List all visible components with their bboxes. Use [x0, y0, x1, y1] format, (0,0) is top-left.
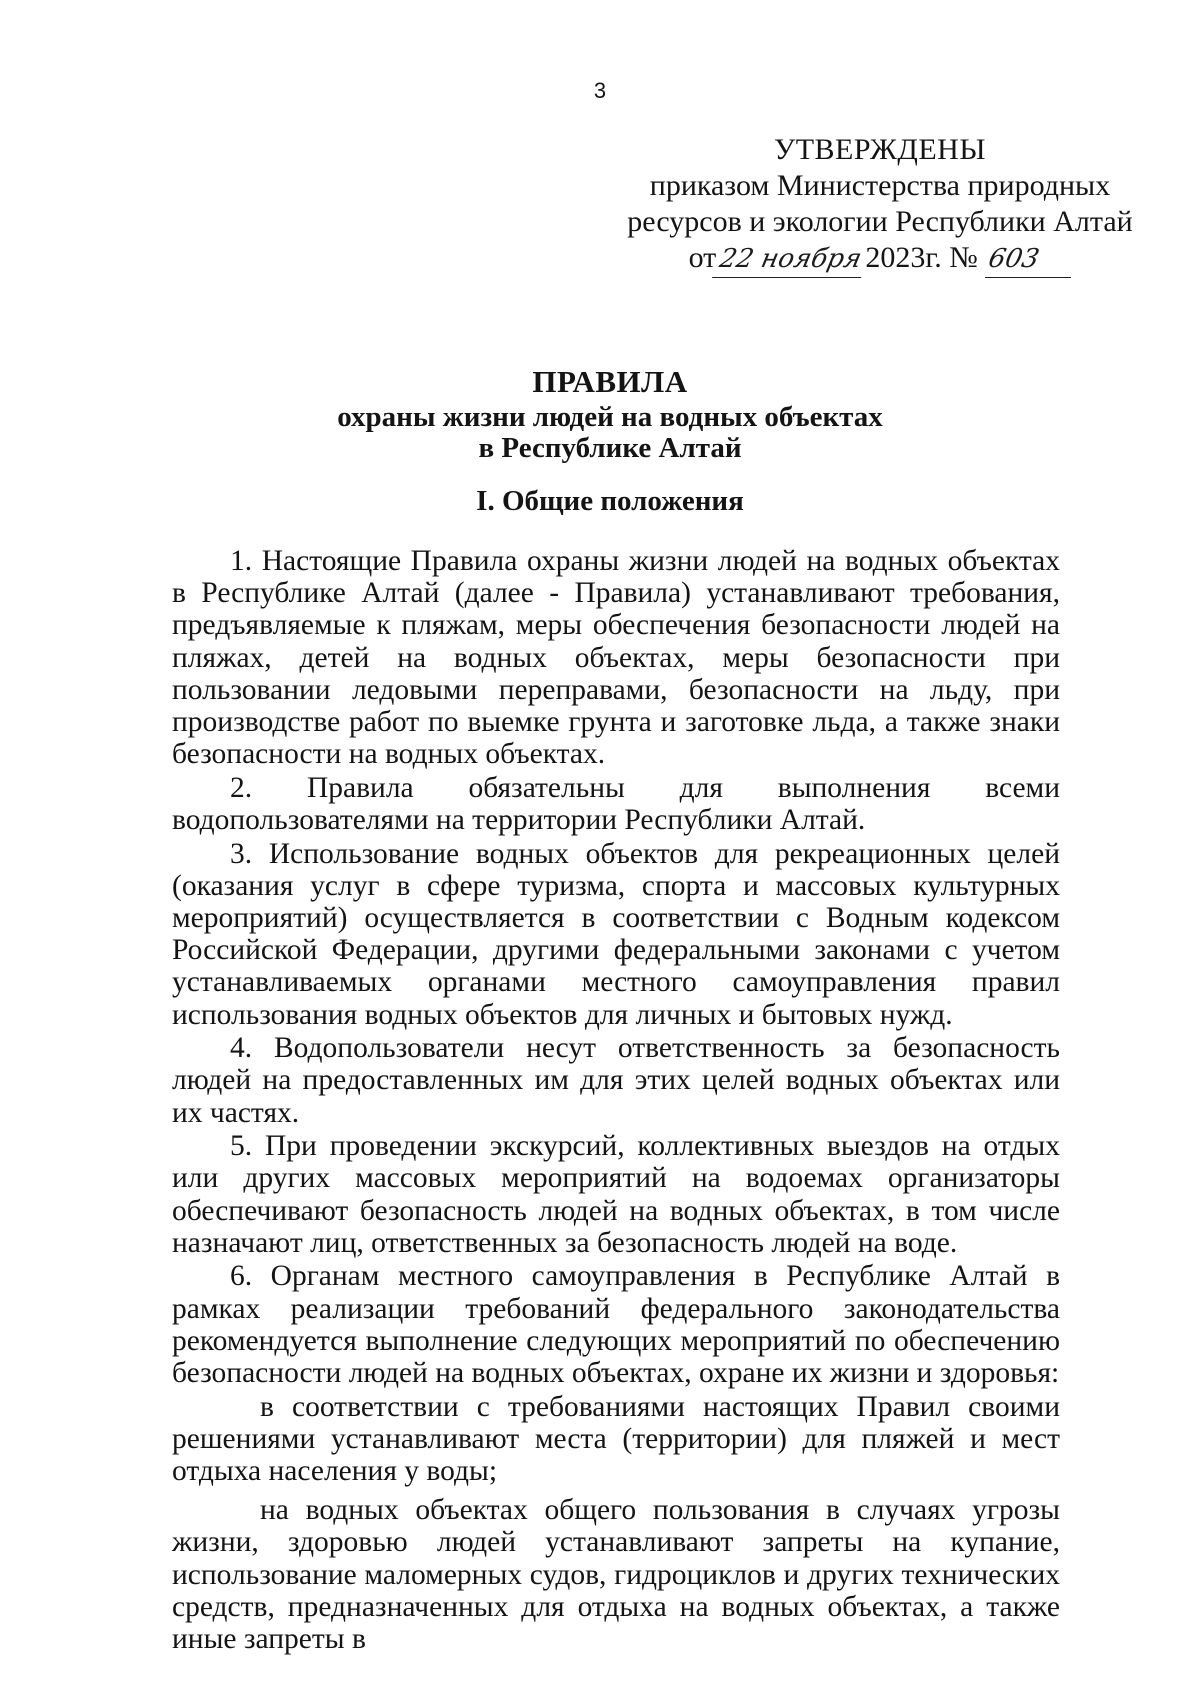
title-line-2: охраны жизни людей на водных объектах — [337, 401, 883, 433]
approval-line-2: ресурсов и экологии Республики Алтай — [627, 205, 1133, 238]
approval-line-1: приказом Министерства природных — [649, 169, 1111, 202]
page-number: 3 — [593, 78, 607, 103]
approval-date-line — [689, 240, 1072, 278]
title-main: ПРАВИЛА — [532, 364, 688, 399]
subitem-2: на водных объектах общего пользования в случаях угрозы жизни, здоровью людей устанавливают запреты на купание, использование маломерных судов, гидроциклов и других технических средств, предназначенных для отдыха на водных объектах, а также иные запреты в — [172, 1494, 1060, 1656]
paragraph-1: 1. Настоящие Правила охраны жизни людей на водных объектах в Республике Алтай (далее - Правила) устанавливают требования, предъявляемые к пляжам, меры обеспечения безопасности людей на пляжах, детей на водных объектах, меры безопасности при пользовании ледовыми переправами, безопасности на льду, при производстве работ по выемке грунта и заготовке льда, а также знаки безопасности на водных объектах. — [172, 545, 1060, 771]
document-title — [0, 362, 1200, 464]
order-number-field — [985, 240, 1071, 278]
handwritten-order-number: 603 — [986, 244, 1043, 274]
section-heading: I. Общие положения — [476, 485, 744, 517]
paragraph-2: 2. Правила обязательны для выполнения всеми водопользователями на территории Республики Алтай. — [172, 771, 1060, 837]
date-year: 2023г. № — [865, 241, 978, 274]
paragraph-6: 6. Органам местного самоуправления в Республике Алтай в рамках реализации требований федерального законодательства рекомендуется выполнение следующих мероприятий по обеспечению безопасности людей на водных объектах, охране их жизни и здоровья: — [172, 1260, 1060, 1390]
paragraph-4: 4. Водопользователи несут ответственность за безопасность людей на предоставленных им для этих целей водных объектах или их частях. — [172, 1032, 1060, 1129]
approval-title: УТВЕРЖДЕНЫ — [773, 133, 987, 166]
paragraph-3: 3. Использование водных объектов для рекреационных целей (оказания услуг в сфере туризма, спорта и массовых культурных мероприятий) осуществляется в соответствии с Водным кодексом Российской Федерации, другими федеральными законами с учетом устанавливаемых органами местного самоуправления правил использования водных объектов для личных и бытовых нужд. — [172, 837, 1060, 1031]
subitem-1: в соответствии с требованиями настоящих Правил своими решениями устанавливают места (территории) для пляжей и мест отдыха населения у воды; — [172, 1390, 1060, 1488]
handwritten-date: 22 ноября — [712, 241, 869, 278]
date-prefix: от — [688, 241, 717, 274]
document-body — [172, 545, 1060, 1662]
paragraph-5: 5. При проведении экскурсий, коллективных выездов на отдых или других массовых мероприятий на водоемах организаторы обеспечивают безопасность людей на водных объектах, в том числе назначают лиц, ответственных за безопасность людей на воде. — [172, 1130, 1060, 1259]
title-line-3: в Республике Алтай — [478, 432, 742, 464]
approval-stamp — [620, 132, 1140, 278]
